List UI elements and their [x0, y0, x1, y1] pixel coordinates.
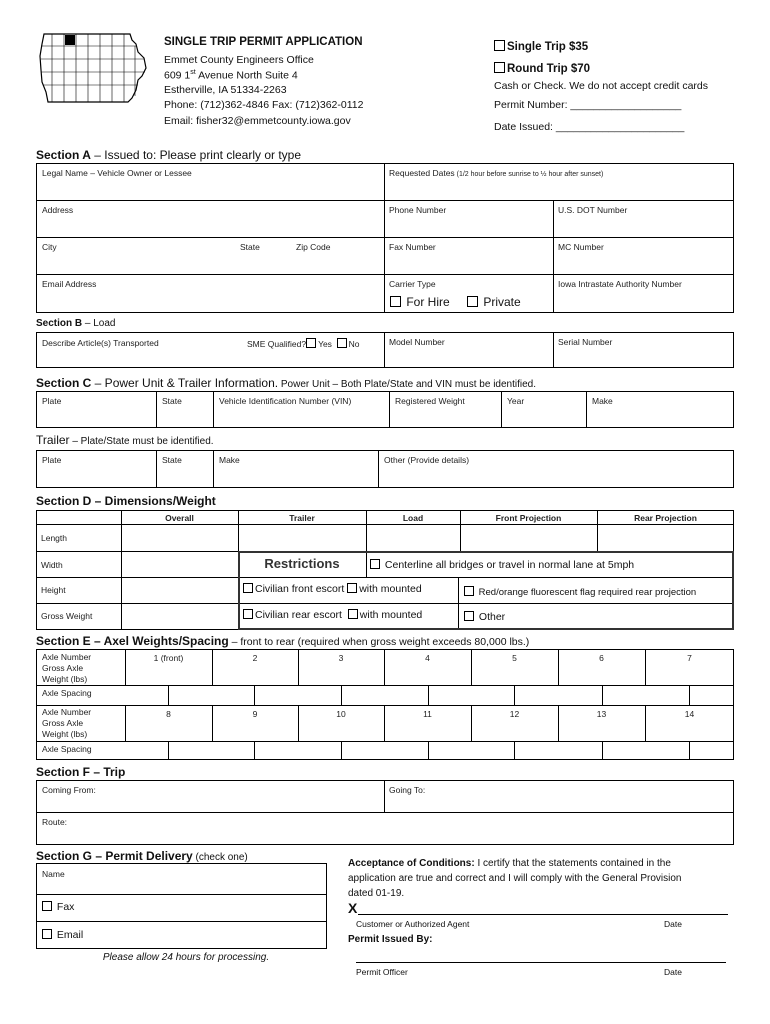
fax-checkbox[interactable] — [42, 901, 52, 911]
email-option[interactable]: Email — [42, 929, 83, 941]
section-b-title: Section B – Load — [36, 318, 116, 329]
trailer-other-label: Other (Provide details) — [384, 455, 470, 465]
phone-number-label: Phone Number — [389, 205, 447, 215]
axle-labels-row1: Axle Number Gross Axle Weight (lbs) — [42, 652, 92, 684]
section-g-title: Section G – Permit Delivery (check one) — [36, 849, 248, 863]
col-rear-projection: Rear Projection — [634, 513, 697, 523]
year-label: Year — [507, 396, 525, 406]
agent-signature-line[interactable] — [358, 914, 728, 915]
date-issued-field[interactable]: Date Issued: ______________________ — [494, 121, 685, 133]
for-hire-checkbox[interactable] — [390, 296, 401, 307]
gross-weight-label: Gross Weight — [41, 611, 93, 621]
col-overall: Overall — [165, 513, 194, 523]
power-unit-grid — [36, 391, 734, 428]
col-load: Load — [402, 513, 424, 523]
width-label: Width — [41, 560, 63, 570]
civilian-rear-checkbox[interactable] — [243, 609, 253, 619]
axle-number-cell: 12 — [509, 709, 520, 719]
section-d-title: Section D – Dimensions/Weight — [36, 494, 216, 508]
single-trip-option[interactable]: Single Trip $35 — [494, 40, 588, 53]
fax-option[interactable]: Fax — [42, 901, 74, 913]
section-c-title: Section C – Power Unit & Trailer Information. Power Unit – Both Plate/State and VIN must be identified. — [36, 376, 537, 390]
axle-spacing-line — [341, 741, 342, 760]
front-mounted-checkbox[interactable] — [347, 583, 357, 593]
office-address-line1: 609 1st Avenue North Suite 4 — [164, 69, 298, 82]
serial-number-label: Serial Number — [558, 337, 613, 347]
section-a-grid — [36, 163, 734, 313]
sme-yes-checkbox[interactable] — [306, 338, 316, 348]
axle-number-cell: 4 — [425, 653, 430, 663]
centerline-option[interactable]: Centerline all bridges or travel in normal lane at 5mph — [370, 559, 634, 571]
axle-labels-row2: Axle Number Gross Axle Weight (lbs) — [42, 707, 92, 739]
axle-number-cell: 2 — [252, 653, 258, 663]
for-hire-option[interactable]: For Hire — [390, 295, 450, 309]
trailer-state-label: State — [162, 455, 182, 465]
axle-spacing-line — [689, 741, 690, 760]
delivery-name-label: Name — [42, 869, 65, 879]
axle-spacing-line — [514, 685, 515, 705]
axle-number-cell: 1 (front) — [153, 653, 184, 663]
axle-number-cell: 13 — [596, 709, 607, 719]
vin-label: Vehicle Identification Number (VIN) — [219, 396, 352, 406]
axle-spacing-label-2: Axle Spacing — [42, 744, 92, 754]
civilian-rear-escort-option[interactable]: Civilian rear escort with mounted — [243, 609, 422, 621]
rear-mounted-checkbox[interactable] — [348, 609, 358, 619]
form-title: SINGLE TRIP PERMIT APPLICATION — [164, 36, 363, 48]
agent-label: Customer or Authorized Agent — [356, 919, 470, 929]
office-name: Emmet County Engineers Office — [164, 54, 314, 66]
trailer-plate-label: Plate — [42, 455, 62, 465]
section-e-title: Section E – Axel Weights/Spacing – front to rear (required when gross weight exceeds 80,000 lbs.) — [36, 634, 530, 648]
flag-checkbox[interactable] — [464, 586, 474, 596]
axle-number-cell: 3 — [338, 653, 344, 663]
make-label: Make — [592, 396, 613, 406]
requested-dates-label: Requested Dates (1/2 hour before sunrise to ½ hour after sunset) — [389, 168, 604, 178]
axle-number-cell: 6 — [599, 653, 604, 663]
state-label: State — [162, 396, 182, 406]
office-phone-fax: Phone: (712)362-4846 Fax: (712)362-0112 — [164, 99, 364, 111]
mc-number-label: MC Number — [558, 242, 604, 252]
col-front-projection: Front Projection — [495, 513, 562, 523]
round-trip-checkbox[interactable] — [494, 62, 505, 73]
carrier-type-label: Carrier Type — [389, 279, 436, 289]
plate-label: Plate — [42, 396, 62, 406]
other-checkbox[interactable] — [464, 611, 474, 621]
processing-note: Please allow 24 hours for processing. — [102, 952, 270, 963]
officer-signature-line[interactable] — [356, 962, 726, 963]
payment-note: Cash or Check. We do not accept credit cards — [494, 80, 708, 92]
us-dot-label: U.S. DOT Number — [558, 205, 628, 215]
axle-spacing-line — [168, 741, 169, 760]
centerline-checkbox[interactable] — [370, 559, 380, 569]
city-label: City — [42, 242, 57, 252]
axle-number-cell: 10 — [336, 709, 346, 719]
legal-name-label: Legal Name – Vehicle Owner or Lessee — [42, 168, 192, 178]
registered-weight-label: Registered Weight — [395, 396, 465, 406]
private-option[interactable]: Private — [467, 295, 521, 309]
axle-spacing-line — [602, 741, 603, 760]
private-checkbox[interactable] — [467, 296, 478, 307]
signature-x: X — [348, 900, 358, 916]
trailer-title: Trailer – Plate/State must be identified. — [36, 433, 214, 447]
zip-label: Zip Code — [296, 242, 331, 252]
axle-spacing-line — [168, 685, 169, 705]
describe-articles-label: Describe Article(s) Transported — [42, 338, 159, 348]
iowa-map-logo — [38, 32, 153, 104]
going-to-label: Going To: — [389, 785, 426, 795]
email-address-label: Email Address — [42, 279, 97, 289]
axle-spacing-line — [602, 685, 603, 705]
other-option[interactable]: Other — [464, 611, 505, 623]
permit-number-field[interactable]: Permit Number: ___________________ — [494, 99, 682, 111]
axle-number-cell: 9 — [252, 709, 258, 719]
officer-label: Permit Officer — [356, 967, 408, 977]
height-label: Height — [41, 585, 66, 595]
col-trailer: Trailer — [289, 513, 315, 523]
axle-number-cell: 11 — [423, 709, 432, 719]
coming-from-label: Coming From: — [42, 785, 96, 795]
section-a-title: Section A – Issued to: Please print clearly or type — [36, 148, 302, 162]
axle-spacing-label-1: Axle Spacing — [42, 688, 92, 698]
axle-number-cell: 5 — [512, 653, 517, 663]
agent-date-label: Date — [664, 919, 682, 929]
axle-number-cell: 7 — [687, 653, 692, 663]
restrictions-heading: Restrictions — [264, 556, 340, 571]
officer-date-label: Date — [664, 967, 682, 977]
fax-number-label: Fax Number — [389, 242, 436, 252]
axle-spacing-line — [514, 741, 515, 760]
axle-spacing-line — [428, 685, 429, 705]
sme-qualified: SME Qualified? Yes No — [247, 339, 360, 349]
axle-spacing-line — [341, 685, 342, 705]
civilian-front-checkbox[interactable] — [243, 583, 253, 593]
axle-spacing-line — [689, 685, 690, 705]
axle-spacing-line — [254, 685, 255, 705]
trailer-make-label: Make — [219, 455, 240, 465]
civilian-front-escort-option[interactable]: Civilian front escort with mounted — [243, 583, 422, 595]
round-trip-option[interactable]: Round Trip $70 — [494, 62, 590, 75]
axle-number-cell: 14 — [684, 709, 695, 719]
state-label: State — [240, 242, 260, 252]
axle-number-cell: 8 — [166, 709, 171, 719]
model-number-label: Model Number — [389, 337, 445, 347]
sme-no-checkbox[interactable] — [337, 338, 347, 348]
single-trip-checkbox[interactable] — [494, 40, 505, 51]
email-checkbox[interactable] — [42, 929, 52, 939]
permit-issued-by: Permit Issued By: — [348, 934, 433, 945]
flag-option[interactable]: Red/orange fluorescent flag required rear projection — [464, 586, 696, 598]
acceptance-text: Acceptance of Conditions: I certify that the statements contained in the application are true and correct and I will comply with the General Provision dated 01-19. — [348, 858, 682, 899]
address-label: Address — [42, 205, 74, 215]
axle-spacing-line — [428, 741, 429, 760]
iowa-authority-label: Iowa Intrastate Authority Number — [558, 279, 682, 289]
office-address-line2: Estherville, IA 51334-2263 — [164, 84, 287, 96]
office-email: Email: fisher32@emmetcounty.iowa.gov — [164, 115, 351, 127]
section-f-title: Section F – Trip — [36, 765, 126, 779]
route-label: Route: — [42, 817, 68, 827]
length-label: Length — [41, 533, 67, 543]
axle-spacing-line — [254, 741, 255, 760]
